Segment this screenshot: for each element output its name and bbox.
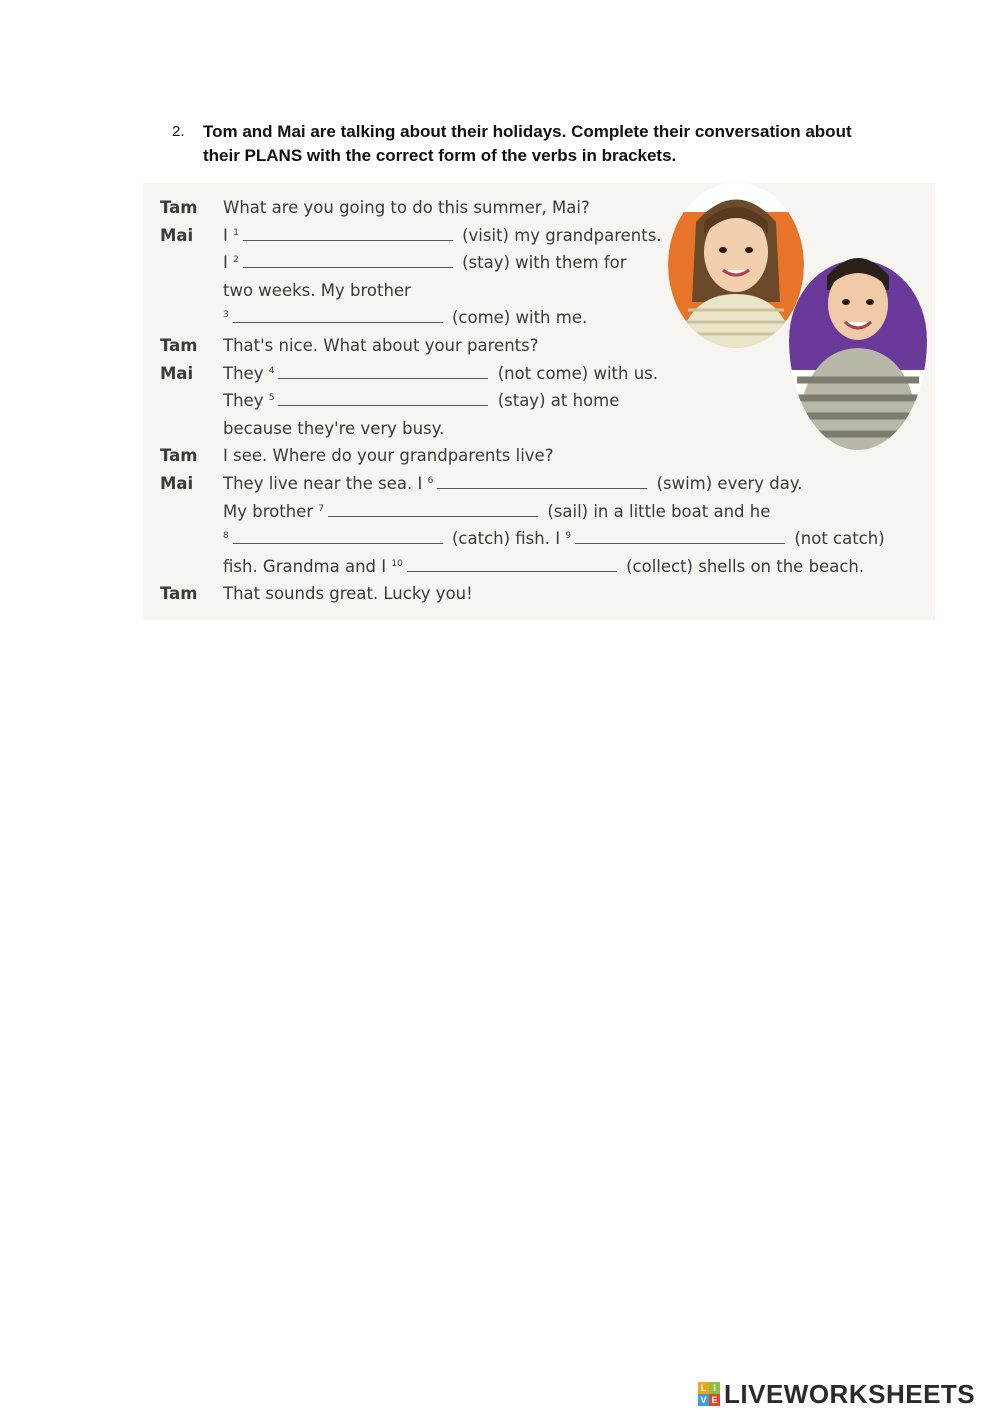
answer-blank[interactable]: [407, 555, 617, 572]
line-text: They: [223, 363, 264, 383]
line-content: [223, 498, 770, 525]
exercise-instruction: [172, 120, 892, 168]
answer-blank[interactable]: [243, 224, 453, 241]
gap-number: 3: [223, 310, 229, 321]
speaker-name: Mai: [160, 474, 194, 493]
speaker-name: Tam: [160, 198, 198, 217]
line-text: They live near the sea. I: [223, 474, 423, 493]
line-text: (visit) my grandparents.: [462, 225, 662, 245]
gap-number: 1: [233, 227, 239, 238]
gap-number: 9: [565, 531, 572, 542]
speaker-name: Tam: [160, 584, 198, 604]
line-content: [223, 249, 627, 276]
answer-blank[interactable]: [233, 527, 443, 544]
logo-tile: I: [709, 1382, 720, 1394]
gap-number: 7: [318, 503, 325, 514]
speaker-name: Tam: [160, 336, 198, 355]
line-text: I see. Where do your grandparents live?: [223, 446, 554, 466]
line-text: because they're very busy.: [223, 418, 445, 438]
logo-tile: L: [698, 1382, 709, 1394]
gap-number: 5: [268, 393, 275, 404]
line-content: [223, 580, 473, 607]
line-content: [223, 470, 803, 497]
instruction-text: Tom and Mai are talking about their holidays. Complete their conversation about their PLANS with the correct form of the verbs in brackets.: [203, 122, 852, 165]
line-text: That sounds great. Lucky you!: [223, 584, 473, 604]
answer-blank[interactable]: [437, 472, 647, 489]
gap-number: 2: [233, 255, 239, 266]
line-text: What are you going to do this summer, Mai?: [223, 198, 590, 217]
speaker-name: Mai: [160, 363, 194, 383]
gap-number: 6: [427, 476, 434, 486]
line-text: (not come) with us.: [497, 363, 659, 383]
line-text: (collect) shells on the beach.: [626, 556, 865, 576]
boy-photo: [789, 230, 927, 450]
line-content: [223, 222, 662, 249]
line-content: [223, 553, 864, 580]
line-content: [223, 415, 444, 442]
line-text: That's nice. What about your parents?: [223, 336, 539, 355]
line-text: (not catch): [794, 529, 885, 549]
line-text: two weeks. My brother: [223, 280, 411, 300]
line-content: [223, 387, 619, 414]
line-text: fish. Grandma and I: [223, 556, 387, 576]
exercise-number: 2.: [172, 123, 185, 140]
line-text: They: [223, 391, 264, 411]
line-content: [223, 442, 553, 469]
answer-blank[interactable]: [278, 389, 488, 406]
answer-blank[interactable]: [278, 362, 488, 379]
line-content: [223, 304, 587, 331]
line-content: [223, 277, 411, 304]
line-text: (sail) in a little boat and he: [547, 501, 771, 521]
line-text: (stay) at home: [497, 391, 620, 411]
speaker-name: Mai: [160, 225, 194, 245]
line-text: (swim) every day.: [656, 474, 803, 493]
line-text: (stay) with them for: [462, 253, 627, 273]
gap-number: 10: [391, 558, 403, 569]
line-text: (come) with me.: [451, 308, 588, 328]
line-content: [223, 525, 885, 552]
answer-blank[interactable]: [328, 500, 538, 517]
line-text: My brother: [223, 501, 314, 521]
logo-tile: E: [709, 1394, 720, 1406]
line-text: (catch) fish. I: [451, 529, 561, 549]
gap-number: 4: [268, 365, 275, 376]
gap-number: 8: [223, 531, 229, 542]
answer-blank[interactable]: [243, 251, 453, 268]
logo-icon: [698, 1382, 720, 1406]
line-text: I: [223, 225, 228, 245]
line-content: [223, 332, 538, 359]
line-text: I: [223, 253, 228, 273]
logo-tile: V: [698, 1394, 709, 1406]
liveworksheets-logo: [698, 1378, 975, 1410]
answer-blank[interactable]: [575, 527, 785, 544]
line-content: [223, 194, 590, 221]
girl-photo: [668, 182, 804, 348]
answer-blank[interactable]: [233, 306, 443, 323]
line-content: [223, 360, 658, 387]
speaker-name: Tam: [160, 446, 198, 466]
logo-text: LIVEWORKSHEETS: [724, 1378, 976, 1409]
